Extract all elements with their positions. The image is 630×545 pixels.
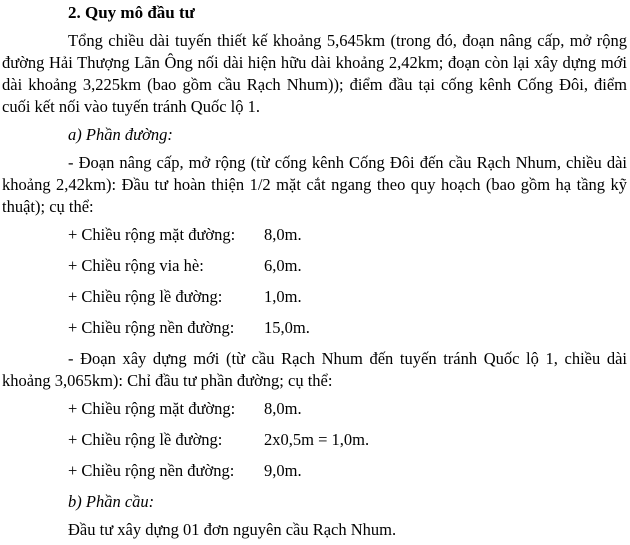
new-segment-paragraph: - Đoạn xây dựng mới (từ cầu Rạch Nhum đến tuyến tránh Quốc lộ 1, chiều dài khoảng 3,065km): Chỉ đầu tư phần đường; cụ thể: <box>2 349 627 390</box>
spec-value: 1,0m. <box>264 287 302 306</box>
upgrade-segment-paragraph: - Đoạn nâng cấp, mở rộng (từ cống kênh Cống Đôi đến cầu Rạch Nhum, chiều dài khoảng 2,42km): Đầu tư hoàn thiện 1/2 mặt cắt ngang theo quy hoạch (bao gồm hạ tầng kỹ thuật); cụ thể: <box>2 153 627 216</box>
spec-value: 15,0m. <box>264 318 310 337</box>
spec-row-upgrade-via-he <box>2 255 627 277</box>
spec-value: 9,0m. <box>264 461 302 480</box>
spec-label: + Chiều rộng via hè: <box>68 256 204 275</box>
spec-row-new-mat-duong <box>2 398 627 420</box>
section-a-label: a) Phần đường: <box>68 125 173 144</box>
spec-value: 6,0m. <box>264 256 302 275</box>
spec-value: 8,0m. <box>264 399 302 418</box>
spec-row-upgrade-mat-duong <box>2 224 627 246</box>
intro-paragraph: Tổng chiều dài tuyến thiết kế khoảng 5,645km (trong đó, đoạn nâng cấp, mở rộng đường Hải Thượng Lãn Ông nối dài hiện hữu dài khoảng 2,42km; đoạn còn lại xây dựng mới dài khoảng 3,225km (bao gồm cầu Rạch Nhum)); điểm đầu tại cống kênh Cống Đôi, điểm cuối kết nối vào tuyến tránh Quốc lộ 1. <box>2 31 627 116</box>
spec-label: + Chiều rộng lề đường: <box>68 430 223 449</box>
spec-value: 2x0,5m = 1,0m. <box>264 430 370 449</box>
spec-label: + Chiều rộng lề đường: <box>68 287 223 306</box>
spec-row-new-le-duong <box>2 429 627 451</box>
spec-row-new-nen-duong <box>2 460 627 482</box>
section-b-label: b) Phần cầu: <box>68 492 155 511</box>
spec-row-upgrade-nen-duong <box>2 317 627 339</box>
spec-label: + Chiều rộng mặt đường: <box>68 399 236 418</box>
spec-label: + Chiều rộng nền đường: <box>68 461 235 480</box>
spec-label: + Chiều rộng nền đường: <box>68 318 235 337</box>
spec-row-upgrade-le-duong <box>2 286 627 308</box>
section-heading: 2. Quy mô đầu tư <box>68 3 195 22</box>
spec-value: 8,0m. <box>264 225 302 244</box>
spec-label: + Chiều rộng mặt đường: <box>68 225 236 244</box>
bridge-paragraph: Đầu tư xây dựng 01 đơn nguyên cầu Rạch Nhum. <box>68 520 397 539</box>
